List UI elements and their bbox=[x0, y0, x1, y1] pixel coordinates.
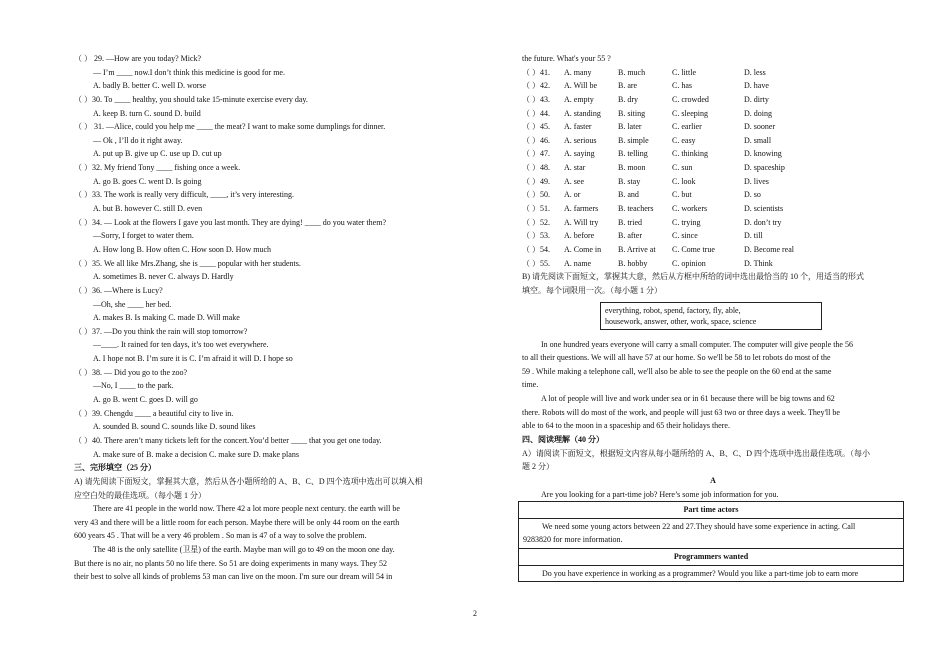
option-choice: B. later bbox=[618, 122, 642, 132]
question-continuation: —No, I ____ to the park. bbox=[93, 381, 174, 391]
question-options: A. make sure of B. make a decision C. make sure D. make plans bbox=[93, 449, 299, 459]
option-choice: C. trying bbox=[672, 217, 701, 227]
question-number: （ ）45. bbox=[522, 122, 550, 132]
option-choice: B. are bbox=[618, 81, 638, 91]
question-stem: （ ）37. —Do you think the rain will stop tomorrow? bbox=[74, 326, 248, 336]
option-choice: B. moon bbox=[618, 163, 646, 173]
passage-b-line: able to 64 to the moon in a spaceship and 65 their holidays there. bbox=[522, 421, 730, 431]
passage-a-ending: the future. What's your 55 ? bbox=[522, 54, 611, 63]
option-choice: C. Come true bbox=[672, 244, 715, 254]
question-number: （ ）50. bbox=[522, 190, 550, 200]
section3A-instruction-line2: 应空白处的最佳选项。（每小题 1 分） bbox=[74, 490, 206, 500]
passage-b-line: there. Robots will do most of the work, and people will just 63 two or three days a week. They'll be bbox=[522, 407, 840, 417]
cloze-option-row bbox=[522, 175, 904, 189]
option-choice: B. tried bbox=[618, 217, 642, 227]
question-number: （ ）47. bbox=[522, 149, 550, 159]
question-options: A. makes B. Is making C. made D. Will make bbox=[93, 313, 240, 323]
option-choice: A. name bbox=[564, 258, 592, 268]
word-box-line2: housework, answer, other, work, space, science bbox=[605, 316, 757, 326]
cloze-option-row bbox=[522, 93, 904, 107]
option-choice: A. or bbox=[564, 190, 581, 200]
option-choice: D. sooner bbox=[744, 122, 776, 132]
option-choice: D. Think bbox=[744, 258, 773, 268]
option-choice: C. crowded bbox=[672, 94, 709, 104]
option-choice: B. Arrive at bbox=[618, 244, 656, 254]
question-options: A. sounded B. sound C. sounds like D. sound likes bbox=[93, 422, 256, 432]
question-options: A. sometimes B. never C. always D. Hardly bbox=[93, 272, 234, 282]
section4A-instruction-line1: A）请阅读下面短文，根据短文内容从每小题所给的 A、B、C、D 四个选项中选出最佳选项。（每小 bbox=[522, 448, 870, 458]
question-continuation: —____. It rained for ten days, it’s too wet everywhere. bbox=[93, 340, 269, 350]
cloze-option-row bbox=[522, 161, 904, 175]
option-choice: B. and bbox=[618, 190, 639, 200]
question-number: （ ）55. bbox=[522, 258, 550, 268]
option-choice: C. since bbox=[672, 231, 698, 241]
question-stem: （ ）40. There aren’t many tickets left for the concert.You’d better ____ that you get one today. bbox=[74, 435, 382, 445]
question-options: A. keep B. turn C. sound D. build bbox=[93, 108, 201, 118]
question-stem: （ ）32. My friend Tony ____ fishing once a week. bbox=[74, 163, 241, 173]
option-choice: A. saying bbox=[564, 149, 595, 159]
question-stem: （ ）39. Chengdu ____ a beautiful city to live in. bbox=[74, 408, 234, 418]
cloze-option-row bbox=[522, 66, 904, 80]
cloze-option-row bbox=[522, 229, 904, 243]
question-number: （ ）44. bbox=[522, 108, 550, 118]
option-choice: C. earlier bbox=[672, 122, 702, 132]
cloze-option-row bbox=[522, 188, 904, 202]
section3A-instruction-line1: A) 请先阅读下面短文，掌握其大意，然后从各小题所给的 A、B、C、D 四个选项中选出可以填入相 bbox=[74, 476, 423, 486]
reading-intro: Are you looking for a part-time job? Here’s some job information for you. bbox=[541, 489, 779, 499]
option-choice: B. teachers bbox=[618, 204, 654, 214]
cloze-option-row bbox=[522, 216, 904, 230]
cloze-option-row bbox=[522, 107, 904, 121]
fill-in-passage-b bbox=[522, 338, 904, 433]
right-column bbox=[522, 52, 904, 582]
option-choice: C. opinion bbox=[672, 258, 706, 268]
multiple-choice-questions bbox=[74, 52, 456, 461]
passage-a-line: very 43 and there will be a little room for each person. Maybe there will be only 44 room on the earth bbox=[74, 517, 400, 527]
option-choice: D. scientists bbox=[744, 204, 784, 214]
question-stem: （ ）36. —Where is Lucy? bbox=[74, 285, 163, 295]
option-choice: D. don’t try bbox=[744, 217, 782, 227]
section3B-instruction-line1: B) 请先阅读下面短文，掌握其大意，然后从方框中所给的词中选出最恰当的 10 个，用适当的形式 bbox=[522, 272, 864, 282]
page-number: 2 bbox=[473, 609, 477, 618]
section4-title: 四、阅读理解（40 分） bbox=[522, 435, 604, 445]
job1-body bbox=[519, 518, 904, 548]
option-choice: C. sleeping bbox=[672, 108, 708, 118]
option-choice: A. star bbox=[564, 163, 586, 173]
question-number: （ ）52. bbox=[522, 217, 550, 227]
option-choice: A. Will try bbox=[564, 217, 599, 227]
option-choice: D. spaceship bbox=[744, 163, 785, 173]
passage-b-line: to all their questions. We will all have 57 at our home. So we'll be 58 to let robots do most of the bbox=[522, 353, 831, 363]
section3B-instruction-line2: 填空。每个词限用一次。（每小题 1 分） bbox=[522, 285, 662, 295]
option-choice: B. telling bbox=[618, 149, 648, 159]
question-options: A. badly B. better C. well D. worse bbox=[93, 81, 207, 91]
option-choice: B. dry bbox=[618, 94, 638, 104]
cloze-options-list bbox=[522, 66, 904, 271]
option-choice: C. has bbox=[672, 81, 692, 91]
question-number: （ ）46. bbox=[522, 135, 550, 145]
job2-title: Programmers wanted bbox=[519, 549, 904, 566]
job2-body bbox=[519, 565, 904, 582]
option-choice: A. Come in bbox=[564, 244, 602, 254]
question-options: A. put up B. give up C. use up D. cut up bbox=[93, 149, 222, 159]
option-choice: B. stay bbox=[618, 176, 641, 186]
passage-a-line: 600 years 45 . That will be a very 46 problem . So man is 47 of a way to solve the problem. bbox=[74, 531, 367, 541]
option-choice: D. dirty bbox=[744, 94, 769, 104]
passage-a-line: The 48 is the only satellite (卫星) of the earth. Maybe man will go to 49 on the moon one day. bbox=[93, 545, 395, 555]
passage-b-line: 59 . While making a telephone call, we'll also be able to see the people on the 60 end at the same bbox=[522, 366, 832, 376]
option-choice: A. standing bbox=[564, 108, 601, 118]
question-stem: （ ）35. We all like Mrs.Zhang, she is ____ popular with her students. bbox=[74, 258, 301, 268]
cloze-passage-a bbox=[74, 502, 456, 584]
left-column bbox=[74, 52, 456, 584]
option-choice: C. look bbox=[672, 176, 696, 186]
question-continuation: — I’m ____ now.I don’t think this medicine is good for me. bbox=[93, 67, 285, 77]
cloze-option-row bbox=[522, 134, 904, 148]
passage-b-line: time. bbox=[522, 380, 539, 390]
cloze-option-row bbox=[522, 243, 904, 257]
option-choice: A. serious bbox=[564, 135, 597, 145]
option-choice: A. Will be bbox=[564, 81, 598, 91]
question-number: （ ）42. bbox=[522, 81, 550, 91]
job1-text-line2: 9283820 for more information. bbox=[523, 535, 623, 545]
option-choice: C. easy bbox=[672, 135, 696, 145]
passage-b-line: In one hundred years everyone will carry a small computer. The computer will give people the 56 bbox=[541, 339, 853, 349]
word-box-line1: everything, robot, spend, factory, fly, able, bbox=[605, 305, 741, 315]
option-choice: D. knowing bbox=[744, 149, 782, 159]
question-number: （ ）49. bbox=[522, 176, 550, 186]
job1-title: Part time actors bbox=[519, 502, 904, 519]
question-options: A. but B. however C. still D. even bbox=[93, 204, 203, 214]
option-choice: C. but bbox=[672, 190, 692, 200]
question-continuation: —Sorry, I forget to water them. bbox=[93, 231, 194, 241]
passage-a-line: But there is no air, no plants 50 no life there. So 51 are doing experiments in many ways. They 52 bbox=[74, 558, 388, 568]
word-box bbox=[600, 302, 822, 330]
cloze-option-row bbox=[522, 202, 904, 216]
option-choice: A. farmers bbox=[564, 204, 599, 214]
question-continuation: —Oh, she ____ her bed. bbox=[93, 299, 172, 309]
cloze-option-row bbox=[522, 120, 904, 134]
option-choice: D. lives bbox=[744, 176, 769, 186]
option-choice: D. till bbox=[744, 231, 763, 241]
option-choice: D. less bbox=[744, 67, 766, 77]
option-choice: A. faster bbox=[564, 122, 592, 132]
option-choice: D. small bbox=[744, 135, 772, 145]
question-stem: （ ）34. — Look at the flowers I gave you last month. They are dying! ____ do you water them? bbox=[74, 217, 387, 227]
option-choice: C. workers bbox=[672, 204, 708, 214]
option-choice: B. siting bbox=[618, 108, 646, 118]
question-number: （ ）43. bbox=[522, 94, 550, 104]
option-choice: A. see bbox=[564, 176, 584, 186]
question-options: A. go B. went C. goes D. will go bbox=[93, 395, 198, 405]
question-number: （ ）48. bbox=[522, 163, 550, 173]
question-options: A. I hope not B. I’m sure it is C. I’m afraid it will D. I hope so bbox=[93, 354, 293, 364]
option-choice: A. empty bbox=[564, 94, 594, 104]
section4A-instruction-line2: 题 2 分） bbox=[522, 462, 554, 472]
option-choice: A. many bbox=[564, 67, 592, 77]
question-number: （ ）54. bbox=[522, 244, 550, 254]
job1-text-line1: We need some young actors between 22 and 27.They should have some experience in acting. Call bbox=[542, 521, 856, 531]
passage-label: A bbox=[710, 475, 716, 485]
job2-text-line1: Do you have experience in working as a programmer? Would you like a part-time job to earn more bbox=[542, 568, 859, 578]
option-choice: B. simple bbox=[618, 135, 649, 145]
option-choice: C. little bbox=[672, 67, 696, 77]
question-stem: （ ）33. The work is really very difficult, ____, it’s very interesting. bbox=[74, 190, 295, 200]
passage-a-line: There are 41 people in the world now. There 42 a lot more people next century. the earth will be bbox=[93, 504, 400, 514]
option-choice: D. have bbox=[744, 81, 769, 91]
option-choice: C. thinking bbox=[672, 149, 709, 159]
question-stem: （ ） 31. —Alice, could you help me ____ the meat? I want to make some dumplings for dinner. bbox=[74, 122, 386, 132]
option-choice: A. before bbox=[564, 231, 595, 241]
question-stem: （ ） 29. —How are you today? Mick? bbox=[74, 54, 202, 63]
question-options: A. How long B. How often C. How soon D. How much bbox=[93, 244, 271, 254]
question-number: （ ）53. bbox=[522, 231, 550, 241]
job-info-table bbox=[518, 501, 904, 582]
passage-a-line: their best to solve all kinds of problems 53 man can live on the moon. I'm sure our dream will 54 in bbox=[74, 572, 393, 582]
option-choice: B. after bbox=[618, 231, 642, 241]
cloze-option-row bbox=[522, 147, 904, 161]
question-continuation: — Ok , I’ll do it right away. bbox=[93, 135, 183, 145]
question-stem: （ ）38. — Did you go to the zoo? bbox=[74, 367, 188, 377]
cloze-option-row bbox=[522, 257, 904, 271]
cloze-option-row bbox=[522, 79, 904, 93]
question-number: （ ）51. bbox=[522, 204, 550, 214]
question-options: A. go B. goes C. went D. Is going bbox=[93, 176, 202, 186]
option-choice: B. much bbox=[618, 67, 646, 77]
option-choice: B. hobby bbox=[618, 258, 648, 268]
question-stem: （ ）30. To ____ healthy, you should take 15-minute exercise every day. bbox=[74, 94, 308, 104]
option-choice: D. so bbox=[744, 190, 761, 200]
passage-b-line: A lot of people will live and work under sea or in 61 because there will be big towns and 62 bbox=[541, 394, 835, 404]
section3-title: 三、完形填空（25 分） bbox=[74, 463, 156, 473]
question-number: （ ）41. bbox=[522, 67, 550, 77]
option-choice: D. Become real bbox=[744, 244, 794, 254]
option-choice: C. sun bbox=[672, 163, 693, 173]
option-choice: D. doing bbox=[744, 108, 772, 118]
